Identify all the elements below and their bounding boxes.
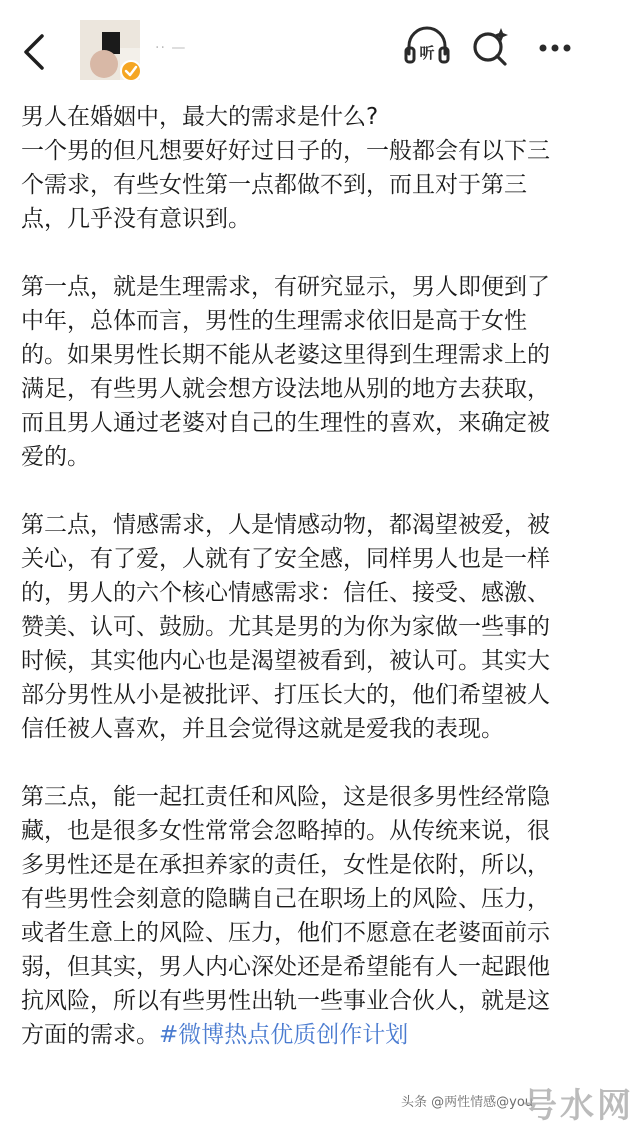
search-button[interactable] bbox=[466, 22, 516, 72]
paragraph-point-two bbox=[21, 508, 581, 746]
article-line-text: 方面的需求。 bbox=[21, 1022, 159, 1048]
paragraph-point-three bbox=[21, 780, 581, 1052]
top-navigation-bar bbox=[0, 0, 600, 98]
article-line: 弱，但其实，男人内心深处还是希望能有人一起跟他 bbox=[21, 954, 550, 980]
article-line: 爱的。 bbox=[21, 444, 90, 470]
watermark bbox=[395, 1080, 634, 1126]
paragraph-intro bbox=[21, 100, 581, 236]
paragraph-spacer bbox=[21, 474, 581, 508]
article-line: 第二点，情感需求，人是情感动物，都渴望被爱，被 bbox=[21, 512, 550, 538]
article-line: 或者生意上的风险、压力，他们不愿意在老婆面前示 bbox=[21, 920, 550, 946]
article-line: 的，男人的六个核心情感需求：信任、接受、感激、 bbox=[21, 580, 550, 606]
article-body bbox=[21, 100, 581, 1052]
article-line: 信任被人喜欢，并且会觉得这就是爱我的表现。 bbox=[21, 716, 504, 742]
watermark-source-text: 头条 @两性情感@you bbox=[401, 1095, 534, 1110]
chevron-left-icon bbox=[14, 26, 56, 78]
watermark-site-text: 号水网 bbox=[523, 1086, 634, 1126]
listen-button[interactable] bbox=[402, 22, 452, 72]
paragraph-spacer bbox=[21, 236, 581, 270]
article-line: 个需求，有些女性第一点都做不到，而且对于第三 bbox=[21, 172, 527, 198]
article-line: 点，几乎没有意识到。 bbox=[21, 206, 251, 232]
more-button[interactable] bbox=[530, 22, 580, 72]
hashtag-link[interactable]: #微博热点优质创作计划 bbox=[159, 1022, 409, 1048]
article-line: 有些男性会刻意的隐瞒自己在职场上的风险、压力， bbox=[21, 886, 550, 912]
article-line: 第一点，就是生理需求，有研究显示，男人即便到了 bbox=[21, 274, 550, 300]
article-line: 的。如果男性长期不能从老婆这里得到生理需求上的 bbox=[21, 342, 550, 368]
listen-label: 听 bbox=[419, 44, 435, 62]
article-line: 藏，也是很多女性常常会忽略掉的。从传统来说，很 bbox=[21, 818, 550, 844]
article-line: 满足，有些男人就会想方设法地从别的地方去获取， bbox=[21, 376, 550, 402]
paragraph-spacer bbox=[21, 746, 581, 780]
article-line: 多男性还是在承担养家的责任，女性是依附，所以， bbox=[21, 852, 550, 878]
more-dots-icon bbox=[530, 22, 580, 72]
back-button[interactable] bbox=[14, 26, 56, 78]
headphones-listen-icon bbox=[402, 22, 452, 72]
paragraph-point-one bbox=[21, 270, 581, 474]
article-line: 赞美、认可、鼓励。尤其是男的为你为家做一些事的 bbox=[21, 614, 550, 640]
article-line: 时候，其实他内心也是渴望被看到，被认可。其实大 bbox=[21, 648, 550, 674]
article-line: 关心，有了爱，人就有了安全感，同样男人也是一样 bbox=[21, 546, 550, 572]
article-last-line bbox=[21, 1018, 581, 1052]
username[interactable]: ·· — bbox=[155, 40, 187, 56]
article-line: 第三点，能一起扛责任和风险，这是很多男性经常隐 bbox=[21, 784, 550, 810]
article-line: 一个男的但凡想要好好过日子的，一般都会有以下三 bbox=[21, 138, 550, 164]
article-line: 中年，总体而言，男性的生理需求依旧是高于女性 bbox=[21, 308, 527, 334]
verified-badge-icon bbox=[120, 60, 142, 82]
search-sparkle-icon bbox=[466, 22, 516, 72]
article-line: 男人在婚姻中，最大的需求是什么? bbox=[21, 104, 379, 130]
article-line: 而且男人通过老婆对自己的生理性的喜欢，来确定被 bbox=[21, 410, 550, 436]
article-line: 抗风险，所以有些男性出轨一些事业合伙人，就是这 bbox=[21, 988, 550, 1014]
article-line: 部分男性从小是被批评、打压长大的，他们希望被人 bbox=[21, 682, 550, 708]
